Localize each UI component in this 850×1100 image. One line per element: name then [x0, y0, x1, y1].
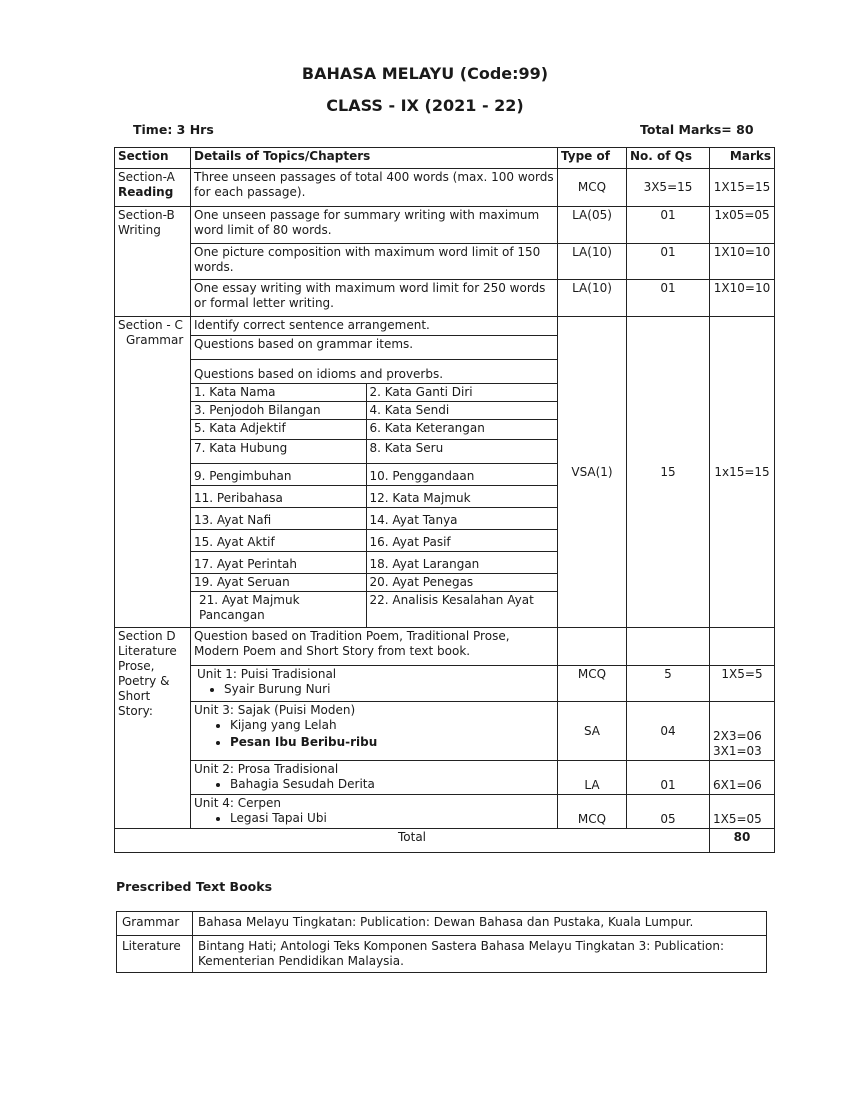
- grammar-line-1: Identify correct sentence arrangement.: [191, 317, 557, 335]
- grammar-item-row: [191, 463, 557, 485]
- class-heading: CLASS - IX (2021 - 22): [326, 96, 524, 115]
- unit-4-type: MCQ: [558, 795, 627, 829]
- document-title: BAHASA MELAYU (Code:99): [301, 64, 549, 83]
- section-b-details-1: One unseen passage for summary writing with maximum word limit of 80 words.: [191, 207, 558, 244]
- grammar-item-row: [191, 551, 557, 573]
- section-c-name: Section - C: [118, 318, 183, 332]
- header-type: Type of: [558, 148, 627, 169]
- grammar-item-row: [191, 401, 557, 419]
- unit-4-item: • Legasi Tapai Ubi: [230, 811, 554, 826]
- section-b-qs-1: 01: [627, 207, 710, 244]
- grammar-item: 1. Kata Nama: [191, 383, 366, 401]
- grammar-item: 3. Penjodoh Bilangan: [191, 401, 366, 419]
- table-row: [115, 207, 775, 244]
- section-c-label: [115, 317, 191, 628]
- unit-4-qs: 05: [627, 795, 710, 829]
- unit-1-marks: 1X5=5: [710, 666, 775, 702]
- unit-3-marks: [710, 702, 775, 761]
- prescribed-heading: Prescribed Text Books: [116, 879, 273, 894]
- unit-1-type: MCQ: [558, 666, 627, 702]
- grammar-item: 10. Penggandaan: [366, 463, 557, 485]
- header-section: Section: [115, 148, 191, 169]
- grammar-item-row: [191, 591, 557, 627]
- table-row: [115, 666, 775, 702]
- section-d-line: Literature: [118, 644, 177, 658]
- unit-2-qs: 01: [627, 761, 710, 795]
- header-details: Details of Topics/Chapters: [191, 148, 558, 169]
- section-b-marks-2: 1X10=10: [710, 244, 775, 280]
- grammar-item: 20. Ayat Penegas: [366, 573, 557, 591]
- section-b-label: [115, 207, 191, 317]
- section-b-name: Section-B: [118, 208, 175, 222]
- unit-1-item: • Syair Burung Nuri: [224, 682, 554, 697]
- section-d-line: Section D: [118, 629, 176, 643]
- grammar-item: 2. Kata Ganti Diri: [366, 383, 557, 401]
- grammar-line-3: Questions based on idioms and proverbs.: [191, 359, 557, 383]
- book-label: Grammar: [117, 912, 193, 936]
- grammar-item: 17. Ayat Perintah: [191, 551, 366, 573]
- grammar-item: 18. Ayat Larangan: [366, 551, 557, 573]
- grammar-item-row: [191, 507, 557, 529]
- section-a-details: Three unseen passages of total 400 words (max. 100 words for each passage).: [191, 169, 558, 207]
- unit-2-type: LA: [558, 761, 627, 795]
- section-b-marks-1: 1x05=05: [710, 207, 775, 244]
- section-a-label: [115, 169, 191, 207]
- unit-1-cell: [191, 666, 558, 702]
- unit-1-qs: 5: [627, 666, 710, 702]
- section-d-line: Story:: [118, 704, 153, 718]
- unit-3-item-1: • Kijang yang Lelah: [230, 718, 554, 733]
- unit-2-title: Unit 2: Prosa Tradisional: [194, 762, 339, 776]
- total-marks-label: Total Marks= 80: [640, 122, 754, 137]
- section-b-qs-2: 01: [627, 244, 710, 280]
- grammar-subtable: [191, 317, 557, 627]
- table-row: [115, 280, 775, 317]
- section-a-type: MCQ: [558, 169, 627, 207]
- table-row: [115, 317, 775, 628]
- section-c-qs: 15: [627, 317, 710, 628]
- section-b-details-3: One essay writing with maximum word limit for 250 words or formal letter writing.: [191, 280, 558, 317]
- table-row: [115, 628, 775, 666]
- section-d-line: Short: [118, 689, 151, 703]
- section-b-type-1: LA(05): [558, 207, 627, 244]
- header-no-of-qs: No. of Qs: [627, 148, 710, 169]
- grammar-item-row: [191, 383, 557, 401]
- time-label: Time: 3 Hrs: [133, 122, 214, 137]
- section-a-name: Section-A: [118, 170, 175, 184]
- total-value: 80: [710, 829, 775, 853]
- unit-2-marks: 6X1=06: [710, 761, 775, 795]
- grammar-item: 12. Kata Majmuk: [366, 485, 557, 507]
- table-row: [115, 795, 775, 829]
- section-b-marks-3: 1X10=10: [710, 280, 775, 317]
- book-text: Bintang Hati; Antologi Teks Komponen Sastera Bahasa Melayu Tingkatan 3: Publication: Kementerian Pendidikan Malaysia.: [193, 936, 767, 973]
- total-row: [115, 829, 775, 853]
- grammar-item: 15. Ayat Aktif: [191, 529, 366, 551]
- section-c-details: [191, 317, 558, 628]
- grammar-item: 19. Ayat Seruan: [191, 573, 366, 591]
- syllabus-table: [114, 147, 775, 853]
- grammar-item: 7. Kata Hubung: [191, 439, 366, 463]
- unit-4-title: Unit 4: Cerpen: [194, 796, 282, 810]
- section-a-subject: Reading: [118, 185, 174, 199]
- grammar-item-row: [191, 419, 557, 439]
- unit-3-title: Unit 3: Sajak (Puisi Moden): [194, 703, 356, 717]
- table-row: [115, 169, 775, 207]
- book-text: Bahasa Melayu Tingkatan: Publication: Dewan Bahasa dan Pustaka, Kuala Lumpur.: [193, 912, 767, 936]
- unit-2-item: • Bahagia Sesudah Derita: [230, 777, 554, 792]
- section-d-line: Poetry &: [118, 674, 170, 688]
- table-row: [115, 244, 775, 280]
- grammar-item: 14. Ayat Tanya: [366, 507, 557, 529]
- grammar-item: 16. Ayat Pasif: [366, 529, 557, 551]
- section-b-details-2: One picture composition with maximum word limit of 150 words.: [191, 244, 558, 280]
- section-c-marks: 1x15=15: [710, 317, 775, 628]
- unit-3-marks-2: 3X1=03: [713, 744, 762, 758]
- empty-cell: [710, 628, 775, 666]
- unit-2-cell: [191, 761, 558, 795]
- unit-3-marks-1: 2X3=06: [713, 729, 762, 743]
- grammar-line-2: Questions based on grammar items.: [191, 335, 557, 359]
- unit-3-cell: [191, 702, 558, 761]
- grammar-item: 22. Analisis Kesalahan Ayat: [366, 591, 557, 627]
- section-b-qs-3: 01: [627, 280, 710, 317]
- grammar-item: 13. Ayat Nafi: [191, 507, 366, 529]
- grammar-item-row: [191, 439, 557, 463]
- section-a-marks: 1X15=15: [710, 169, 775, 207]
- section-b-type-3: LA(10): [558, 280, 627, 317]
- unit-3-type: SA: [558, 702, 627, 761]
- section-d-label: [115, 628, 191, 829]
- section-c-subject: Grammar: [126, 333, 184, 347]
- grammar-item-row: [191, 573, 557, 591]
- grammar-item: 8. Kata Seru: [366, 439, 557, 463]
- grammar-item: 5. Kata Adjektif: [191, 419, 366, 439]
- table-row: [117, 912, 767, 936]
- grammar-item: 11. Peribahasa: [191, 485, 366, 507]
- header-marks: Marks: [710, 148, 775, 169]
- section-b-subject: Writing: [118, 223, 161, 237]
- section-d-intro: Question based on Tradition Poem, Traditional Prose, Modern Poem and Short Story from text book.: [191, 628, 558, 666]
- grammar-item: 21. Ayat Majmuk Pancangan: [191, 591, 366, 627]
- unit-4-cell: [191, 795, 558, 829]
- book-label: Literature: [117, 936, 193, 973]
- total-label: Total: [115, 829, 710, 853]
- empty-cell: [627, 628, 710, 666]
- prescribed-books-table: [116, 911, 767, 973]
- section-c-type: VSA(1): [558, 317, 627, 628]
- section-a-qs: 3X5=15: [627, 169, 710, 207]
- section-b-type-2: LA(10): [558, 244, 627, 280]
- table-header-row: [115, 148, 775, 169]
- grammar-item-row: [191, 485, 557, 507]
- grammar-item: 4. Kata Sendi: [366, 401, 557, 419]
- unit-4-marks: 1X5=05: [710, 795, 775, 829]
- table-row: [115, 702, 775, 761]
- unit-3-item-2: • Pesan Ibu Beribu-ribu: [230, 735, 554, 750]
- grammar-item: 6. Kata Keterangan: [366, 419, 557, 439]
- unit-1-title: Unit 1: Puisi Tradisional: [197, 667, 337, 681]
- table-row: [115, 761, 775, 795]
- empty-cell: [558, 628, 627, 666]
- grammar-item-row: [191, 529, 557, 551]
- section-d-line: Prose,: [118, 659, 155, 673]
- table-row: [117, 936, 767, 973]
- unit-3-qs: 04: [627, 702, 710, 761]
- grammar-item: 9. Pengimbuhan: [191, 463, 366, 485]
